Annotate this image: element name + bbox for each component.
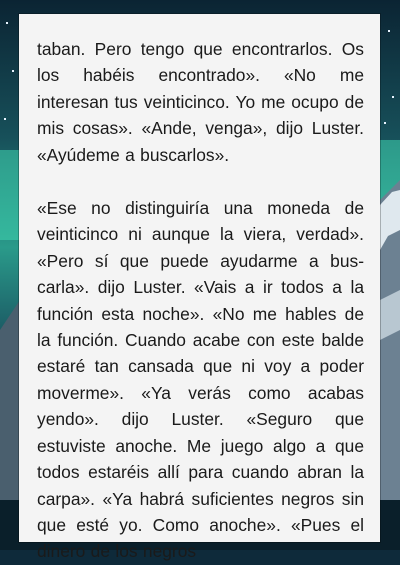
paragraph: «Ese no distinguiría una moneda de veinticinco ni aunque la viera, verdad». «Pero sí que puede ayudarme a buscarla». dijo Luster. «Vais a ir todos a la función esta noche». «No me hables de la función. Cuando acabe con este balde estaré tan cansada que ni voy a poder moverme». «Ya verás como acabas yendo». dijo Luster. «Seguro que estuviste anoche. Me juego algo a que todos estaréis allí para cuando abran la carpa». «Ya habrá suficientes negros sin que esté yo. Como anoche». «Pues el dinero de los negros <box>37 198 364 562</box>
paragraph: taban. Pero tengo que encontrarlos. Os los habéis encontrado». «No me interesan tus veinticinco. Yo me ocupo de mis cosas». «Ande, venga», dijo Luster. «Ayúdeme a buscarlos». <box>37 39 364 165</box>
text-page <box>19 14 380 562</box>
right-mountain <box>380 180 400 550</box>
